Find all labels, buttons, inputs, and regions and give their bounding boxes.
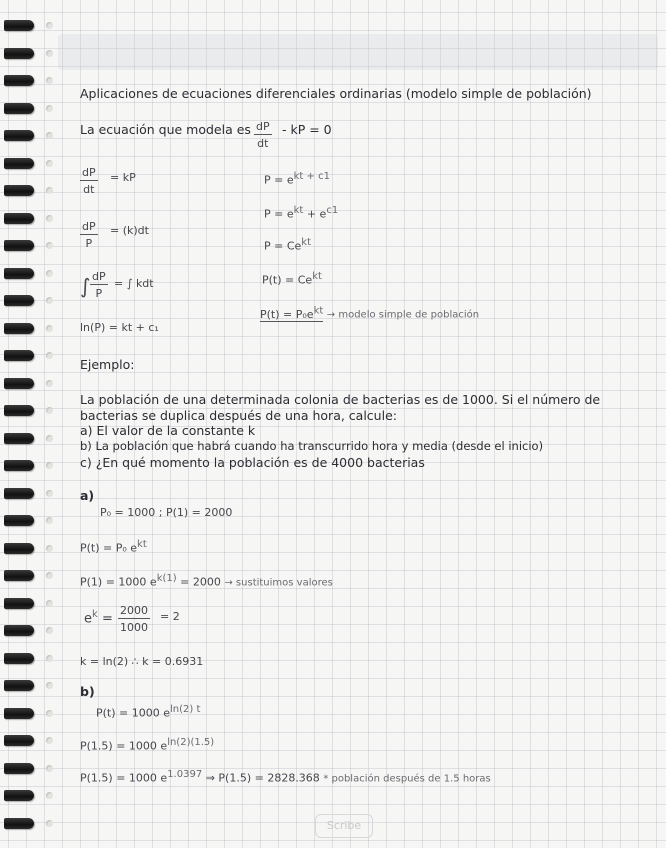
part-a-ek-num: 2000: [120, 604, 148, 617]
part-b-l3-tail: ⇒ P(1.5) = 2828.368: [205, 771, 320, 785]
deriv-l3-den: P: [95, 287, 103, 300]
spiral-ring: [4, 75, 34, 86]
spiral-ring: [4, 680, 34, 691]
punch-hole: [46, 77, 53, 84]
punch-hole: [46, 462, 53, 469]
part-a-model-base: P(t) = P₀ e: [80, 541, 138, 555]
punch-hole: [46, 710, 53, 717]
spiral-ring: [4, 790, 34, 801]
punch-hole: [46, 655, 53, 662]
spiral-ring: [4, 350, 34, 361]
spiral-ring: [4, 405, 34, 416]
example-p1: La población de una determinada colonia de bacterias es de 1000. Si el número de: [80, 392, 601, 407]
intro-fraction: [254, 120, 272, 150]
part-a-ek-eq: =: [101, 611, 113, 627]
deriv-r3-base: P = Ce: [264, 239, 302, 253]
deriv-r3: [264, 238, 311, 252]
example-a: a) El valor de la constante k: [80, 423, 256, 438]
spiral-ring: [4, 295, 34, 306]
header-band: [58, 34, 658, 70]
deriv-l1-fraction: [80, 166, 98, 196]
spiral-ring: [4, 735, 34, 746]
spiral-ring: [4, 763, 34, 774]
deriv-l2-den: P: [85, 237, 93, 250]
deriv-r1-exp: kt + c1: [293, 171, 330, 182]
deriv-r5-exp: kt: [313, 305, 324, 316]
punch-hole: [46, 160, 53, 167]
punch-hole: [46, 435, 53, 442]
punch-hole: [46, 187, 53, 194]
deriv-l1-den: dt: [83, 183, 95, 196]
spiral-ring: [4, 48, 34, 59]
deriv-l4: ln(P) = kt + c₁: [80, 321, 159, 334]
part-a-ek-den: 1000: [120, 621, 148, 634]
part-b-label: b): [80, 684, 95, 699]
spiral-ring: [4, 543, 34, 554]
intro-eq-num: dP: [256, 120, 270, 133]
punch-hole: [46, 820, 53, 827]
spiral-ring: [4, 598, 34, 609]
deriv-r5-base: P(t) = P₀e: [260, 307, 314, 321]
part-a-sub-exp: k(1): [156, 573, 177, 584]
spiral-ring: [4, 323, 34, 334]
spiral-ring: [4, 240, 34, 251]
part-b-l1-base: P(t) = 1000 e: [96, 706, 170, 720]
punch-hole: [46, 270, 53, 277]
deriv-l3-num: dP: [92, 270, 106, 283]
spiral-ring: [4, 653, 34, 664]
punch-hole: [46, 682, 53, 689]
part-a-ek-exp: k: [92, 609, 98, 620]
punch-hole: [46, 50, 53, 57]
spiral-ring: [4, 460, 34, 471]
deriv-r2: [264, 206, 338, 220]
punch-hole: [46, 215, 53, 222]
part-b-l1-exp: ln(2) t: [170, 704, 201, 715]
spiral-ring: [4, 213, 34, 224]
part-a-sub-base: P(1) = 1000 e: [80, 575, 157, 589]
part-a-label: a): [80, 488, 95, 503]
example-p2: bacterias se duplica después de una hora, calcule:: [80, 408, 397, 423]
punch-hole: [46, 407, 53, 414]
spiral-ring: [4, 20, 34, 31]
part-b-l3-exp: 1.0397: [167, 769, 203, 780]
punch-hole: [46, 600, 53, 607]
part-a-ek-fraction: [118, 604, 150, 634]
spiral-ring: [4, 158, 34, 169]
spiral-ring: [4, 185, 34, 196]
part-b-l3-base: P(1.5) = 1000 e: [80, 771, 168, 785]
spiral-ring: [4, 378, 34, 389]
punch-hole: [46, 490, 53, 497]
example-c: c) ¿En qué momento la población es de 4000 bacterias: [80, 455, 425, 470]
punch-hole: [46, 737, 53, 744]
part-b-l3-note: * población después de 1.5 horas: [323, 773, 491, 785]
deriv-r5-note: → modelo simple de población: [326, 309, 480, 321]
part-a-sub: [80, 574, 333, 589]
deriv-l2-num: dP: [82, 220, 96, 233]
part-a-sub-tail: = 2000: [180, 575, 221, 589]
spiral-ring: [4, 818, 34, 829]
intro-eq-den: dt: [257, 137, 269, 150]
deriv-l1-rhs: = kP: [110, 171, 136, 184]
deriv-l3-rhs: = ∫ kdt: [114, 277, 154, 290]
punch-hole: [46, 765, 53, 772]
part-a-model-exp: kt: [137, 539, 147, 550]
part-b-l1: [96, 705, 200, 719]
part-a-ek-res: = 2: [160, 610, 180, 623]
part-b-l2: [80, 738, 214, 752]
spiral-ring: [4, 268, 34, 279]
spiral-ring: [4, 433, 34, 444]
punch-hole: [46, 22, 53, 29]
punch-hole: [46, 352, 53, 359]
punch-hole: [46, 242, 53, 249]
spiral-ring: [4, 130, 34, 141]
integral-sign: ∫: [80, 274, 91, 298]
punch-hole: [46, 380, 53, 387]
punch-hole: [46, 297, 53, 304]
intro-eq-rest: - kP = 0: [282, 122, 332, 137]
deriv-r5-model: [260, 305, 324, 322]
spiral-ring: [4, 488, 34, 499]
punch-hole: [46, 325, 53, 332]
spiral-ring: [4, 515, 34, 526]
punch-hole: [46, 517, 53, 524]
deriv-l3-fraction: [90, 270, 108, 300]
part-b-l3: [80, 770, 491, 785]
deriv-r5: [260, 306, 479, 321]
scribe-logo: Scribe: [315, 814, 373, 838]
punch-hole: [46, 627, 53, 634]
part-a-given: P₀ = 1000 ; P(1) = 2000: [100, 506, 233, 519]
page-title: Aplicaciones de ecuaciones diferenciales ordinarias (modelo simple de población): [80, 86, 592, 101]
punch-hole: [46, 545, 53, 552]
deriv-l2-rhs: = (k)dt: [110, 224, 149, 237]
spiral-ring: [4, 570, 34, 581]
part-b-l2-base: P(1.5) = 1000 e: [80, 739, 168, 753]
deriv-r3-exp: kt: [301, 237, 312, 248]
punch-hole: [46, 132, 53, 139]
example-heading: Ejemplo:: [80, 357, 135, 372]
punch-hole: [46, 105, 53, 112]
deriv-r2-tail-exp: c1: [326, 205, 339, 216]
part-a-model: [80, 540, 147, 554]
deriv-l1-num: dP: [82, 166, 96, 179]
spiral-binding: [0, 0, 40, 848]
part-b-l2-exp: ln(2)(1.5): [167, 737, 215, 748]
part-a-k: k = ln(2) ∴ k = 0.6931: [80, 655, 204, 668]
punch-hole: [46, 792, 53, 799]
deriv-r1: [264, 172, 330, 186]
part-a-ek: [84, 610, 113, 625]
deriv-r2-base: P = e: [264, 207, 294, 221]
deriv-r2-exp: kt: [293, 205, 304, 216]
punch-hole: [46, 572, 53, 579]
deriv-r4-exp: kt: [312, 271, 322, 282]
spiral-ring: [4, 625, 34, 636]
part-a-sub-note: → sustituimos valores: [224, 577, 333, 589]
deriv-r4: [262, 272, 322, 286]
part-a-ek-base: e: [84, 611, 92, 627]
spiral-ring: [4, 103, 34, 114]
intro-label: La ecuación que modela es: [80, 122, 251, 137]
deriv-r4-base: P(t) = Ce: [262, 273, 313, 287]
example-b: b) La población que habrá cuando ha transcurrido hora y media (desde el inicio): [80, 439, 544, 453]
deriv-r1-base: P = e: [264, 173, 294, 187]
spiral-ring: [4, 708, 34, 719]
deriv-l2-fraction: [80, 220, 98, 250]
deriv-r2-tail: + e: [306, 207, 327, 221]
